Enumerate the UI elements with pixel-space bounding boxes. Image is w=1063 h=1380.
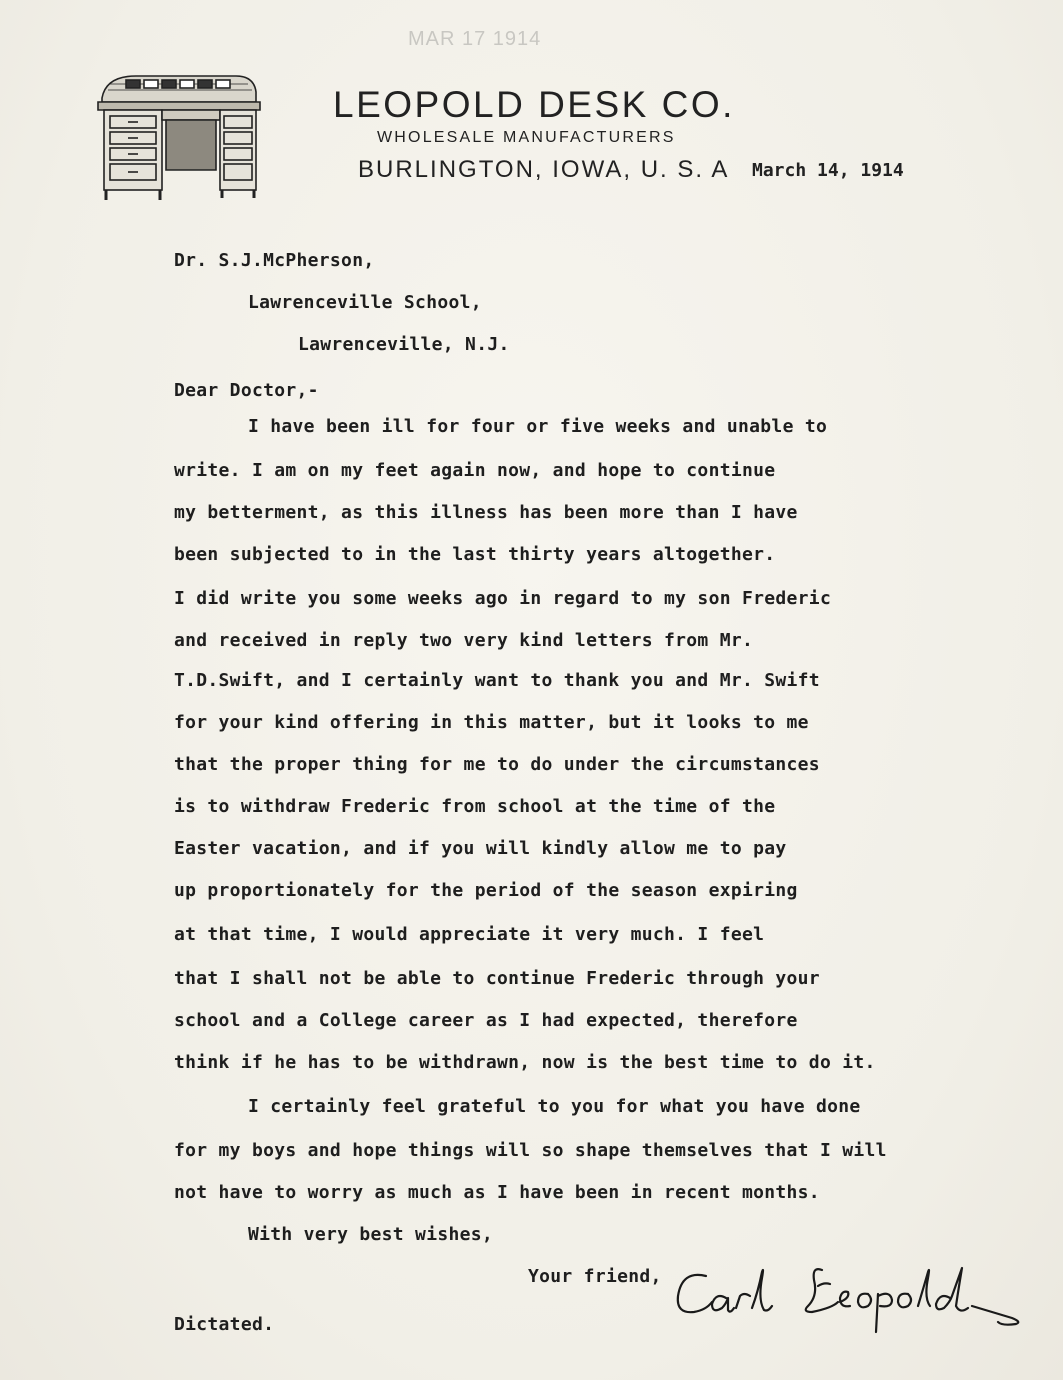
recipient-town: Lawrenceville, N.J. [298, 334, 510, 355]
body-line: that I shall not be able to continue Frederic through your [174, 968, 820, 989]
dictated-note: Dictated. [174, 1314, 275, 1335]
roll-top-desk-illustration [96, 70, 261, 202]
letter-date: March 14, 1914 [752, 160, 904, 181]
body-line: not have to worry as much as I have been in recent months. [174, 1182, 820, 1203]
body-line: I have been ill for four or five weeks and unable to [248, 416, 828, 437]
salutation: Dear Doctor,- [174, 380, 319, 401]
body-line: T.D.Swift, and I certainly want to thank you and Mr. Swift [174, 670, 820, 691]
body-line: write. I am on my feet again now, and hope to continue [174, 460, 776, 481]
body-line: is to withdraw Frederic from school at the time of the [174, 796, 776, 817]
body-line: school and a College career as I had expected, therefore [174, 1010, 798, 1031]
body-line: at that time, I would appreciate it very much. I feel [174, 924, 765, 945]
handwritten-signature [672, 1262, 1032, 1342]
body-line: that the proper thing for me to do under the circumstances [174, 754, 820, 775]
closing-line: With very best wishes, [248, 1224, 494, 1245]
body-line: up proportionately for the period of the season expiring [174, 880, 798, 901]
body-line: think if he has to be withdrawn, now is the best time to do it. [174, 1052, 876, 1073]
body-line: I did write you some weeks ago in regard to my son Frederic [174, 588, 832, 609]
company-address: BURLINGTON, IOWA, U. S. A [358, 156, 730, 183]
recipient-name: Dr. S.J.McPherson, [174, 250, 375, 271]
body-line: for my boys and hope things will so shape themselves that I will [174, 1140, 887, 1161]
valediction: Your friend, [528, 1266, 662, 1287]
body-line: for your kind offering in this matter, but it looks to me [174, 712, 809, 733]
body-line: Easter vacation, and if you will kindly allow me to pay [174, 838, 787, 859]
body-line: and received in reply two very kind letters from Mr. [174, 630, 754, 651]
recipient-school: Lawrenceville School, [248, 292, 482, 313]
body-line: I certainly feel grateful to you for what you have done [248, 1096, 861, 1117]
company-name: LEOPOLD DESK CO. [333, 84, 735, 125]
body-line: been subjected to in the last thirty years altogether. [174, 544, 776, 565]
body-line: my betterment, as this illness has been more than I have [174, 502, 798, 523]
received-stamp: MAR 17 1914 [408, 28, 542, 50]
company-tagline: WHOLESALE MANUFACTURERS [377, 129, 676, 146]
